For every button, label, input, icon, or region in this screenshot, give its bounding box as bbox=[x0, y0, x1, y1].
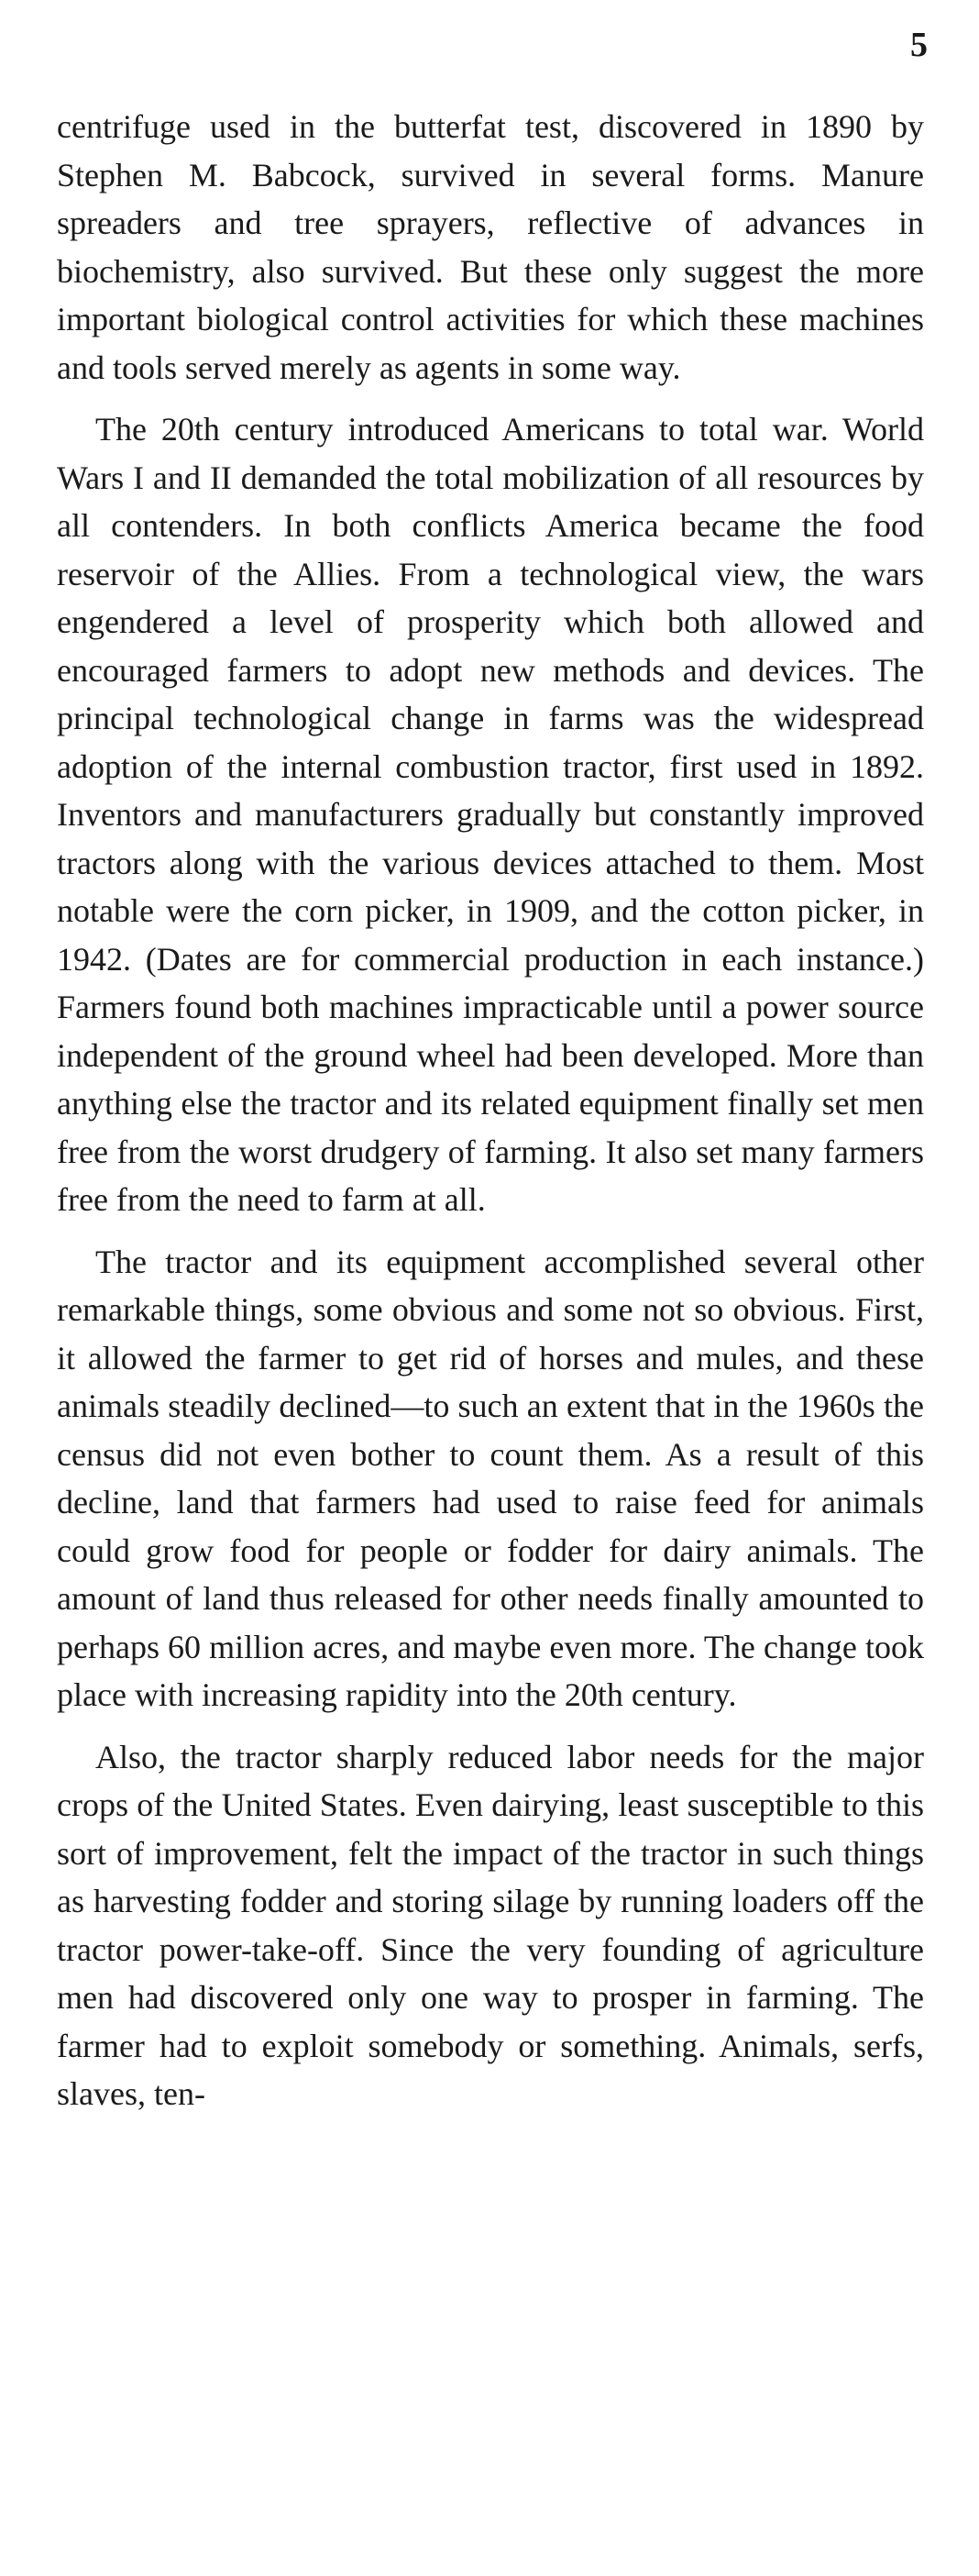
paragraph-butterfat-centrifuge: centrifuge used in the butterfat test, discovered in 1890 by Stephen M. Babcock, survived in several forms. Manure spreaders and tree sprayers, reflective of advances in biochemistry, also survived. But these only suggest the more important biological control activities for which these machines and tools served merely as agents in some way. bbox=[57, 108, 924, 386]
body-text bbox=[57, 103, 924, 2118]
paragraph-labor-needs: Also, the tractor sharply reduced labor needs for the major crops of the United States. Even dairying, least susceptible to this sort of improvement, felt the impact of the tractor in such things as harvesting fodder and storing silage by running loaders off the tractor power-take-off. Since the very founding of agriculture men had discovered only one way to prosper in farming. The farmer had to exploit somebody or something. Animals, serfs, slaves, ten- bbox=[57, 1738, 924, 2112]
paragraph-tractor-effects: The tractor and its equipment accomplished several other remarkable things, some obvious and some not so obvious. First, it allowed the farmer to get rid of horses and mules, and these animals steadily declined—to such an extent that in the 1960s the census did not even bother to count them. As a result of this decline, land that farmers had used to raise feed for animals could grow food for people or fodder for dairy animals. The amount of land thus released for other needs finally amounted to perhaps 60 million acres, and maybe even more. The change took place with increasing rapidity into the 20th century. bbox=[57, 1243, 924, 1713]
paragraph-total-war-tractor: The 20th century introduced Americans to total war. World Wars I and II demanded the total mobilization of all resources by all contenders. In both conflicts America became the food reservoir of the Allies. From a technological view, the wars engendered a level of prosperity which both allowed and encouraged farmers to adopt new methods and devices. The principal technological change in farms was the widespread adoption of the internal combustion tractor, first used in 1892. Inventors and manufacturers gradually but constantly improved tractors along with the various devices attached to them. Most notable were the corn picker, in 1909, and the cotton picker, in 1942. (Dates are for commercial production in each instance.) Farmers found both machines impracticable until a power source independent of the ground wheel had been developed. More than anything else the tractor and its related equipment finally set men free from the worst drudgery of farming. It also set many farmers free from the need to farm at all. bbox=[57, 411, 924, 1218]
page-number: 5 bbox=[910, 26, 928, 64]
